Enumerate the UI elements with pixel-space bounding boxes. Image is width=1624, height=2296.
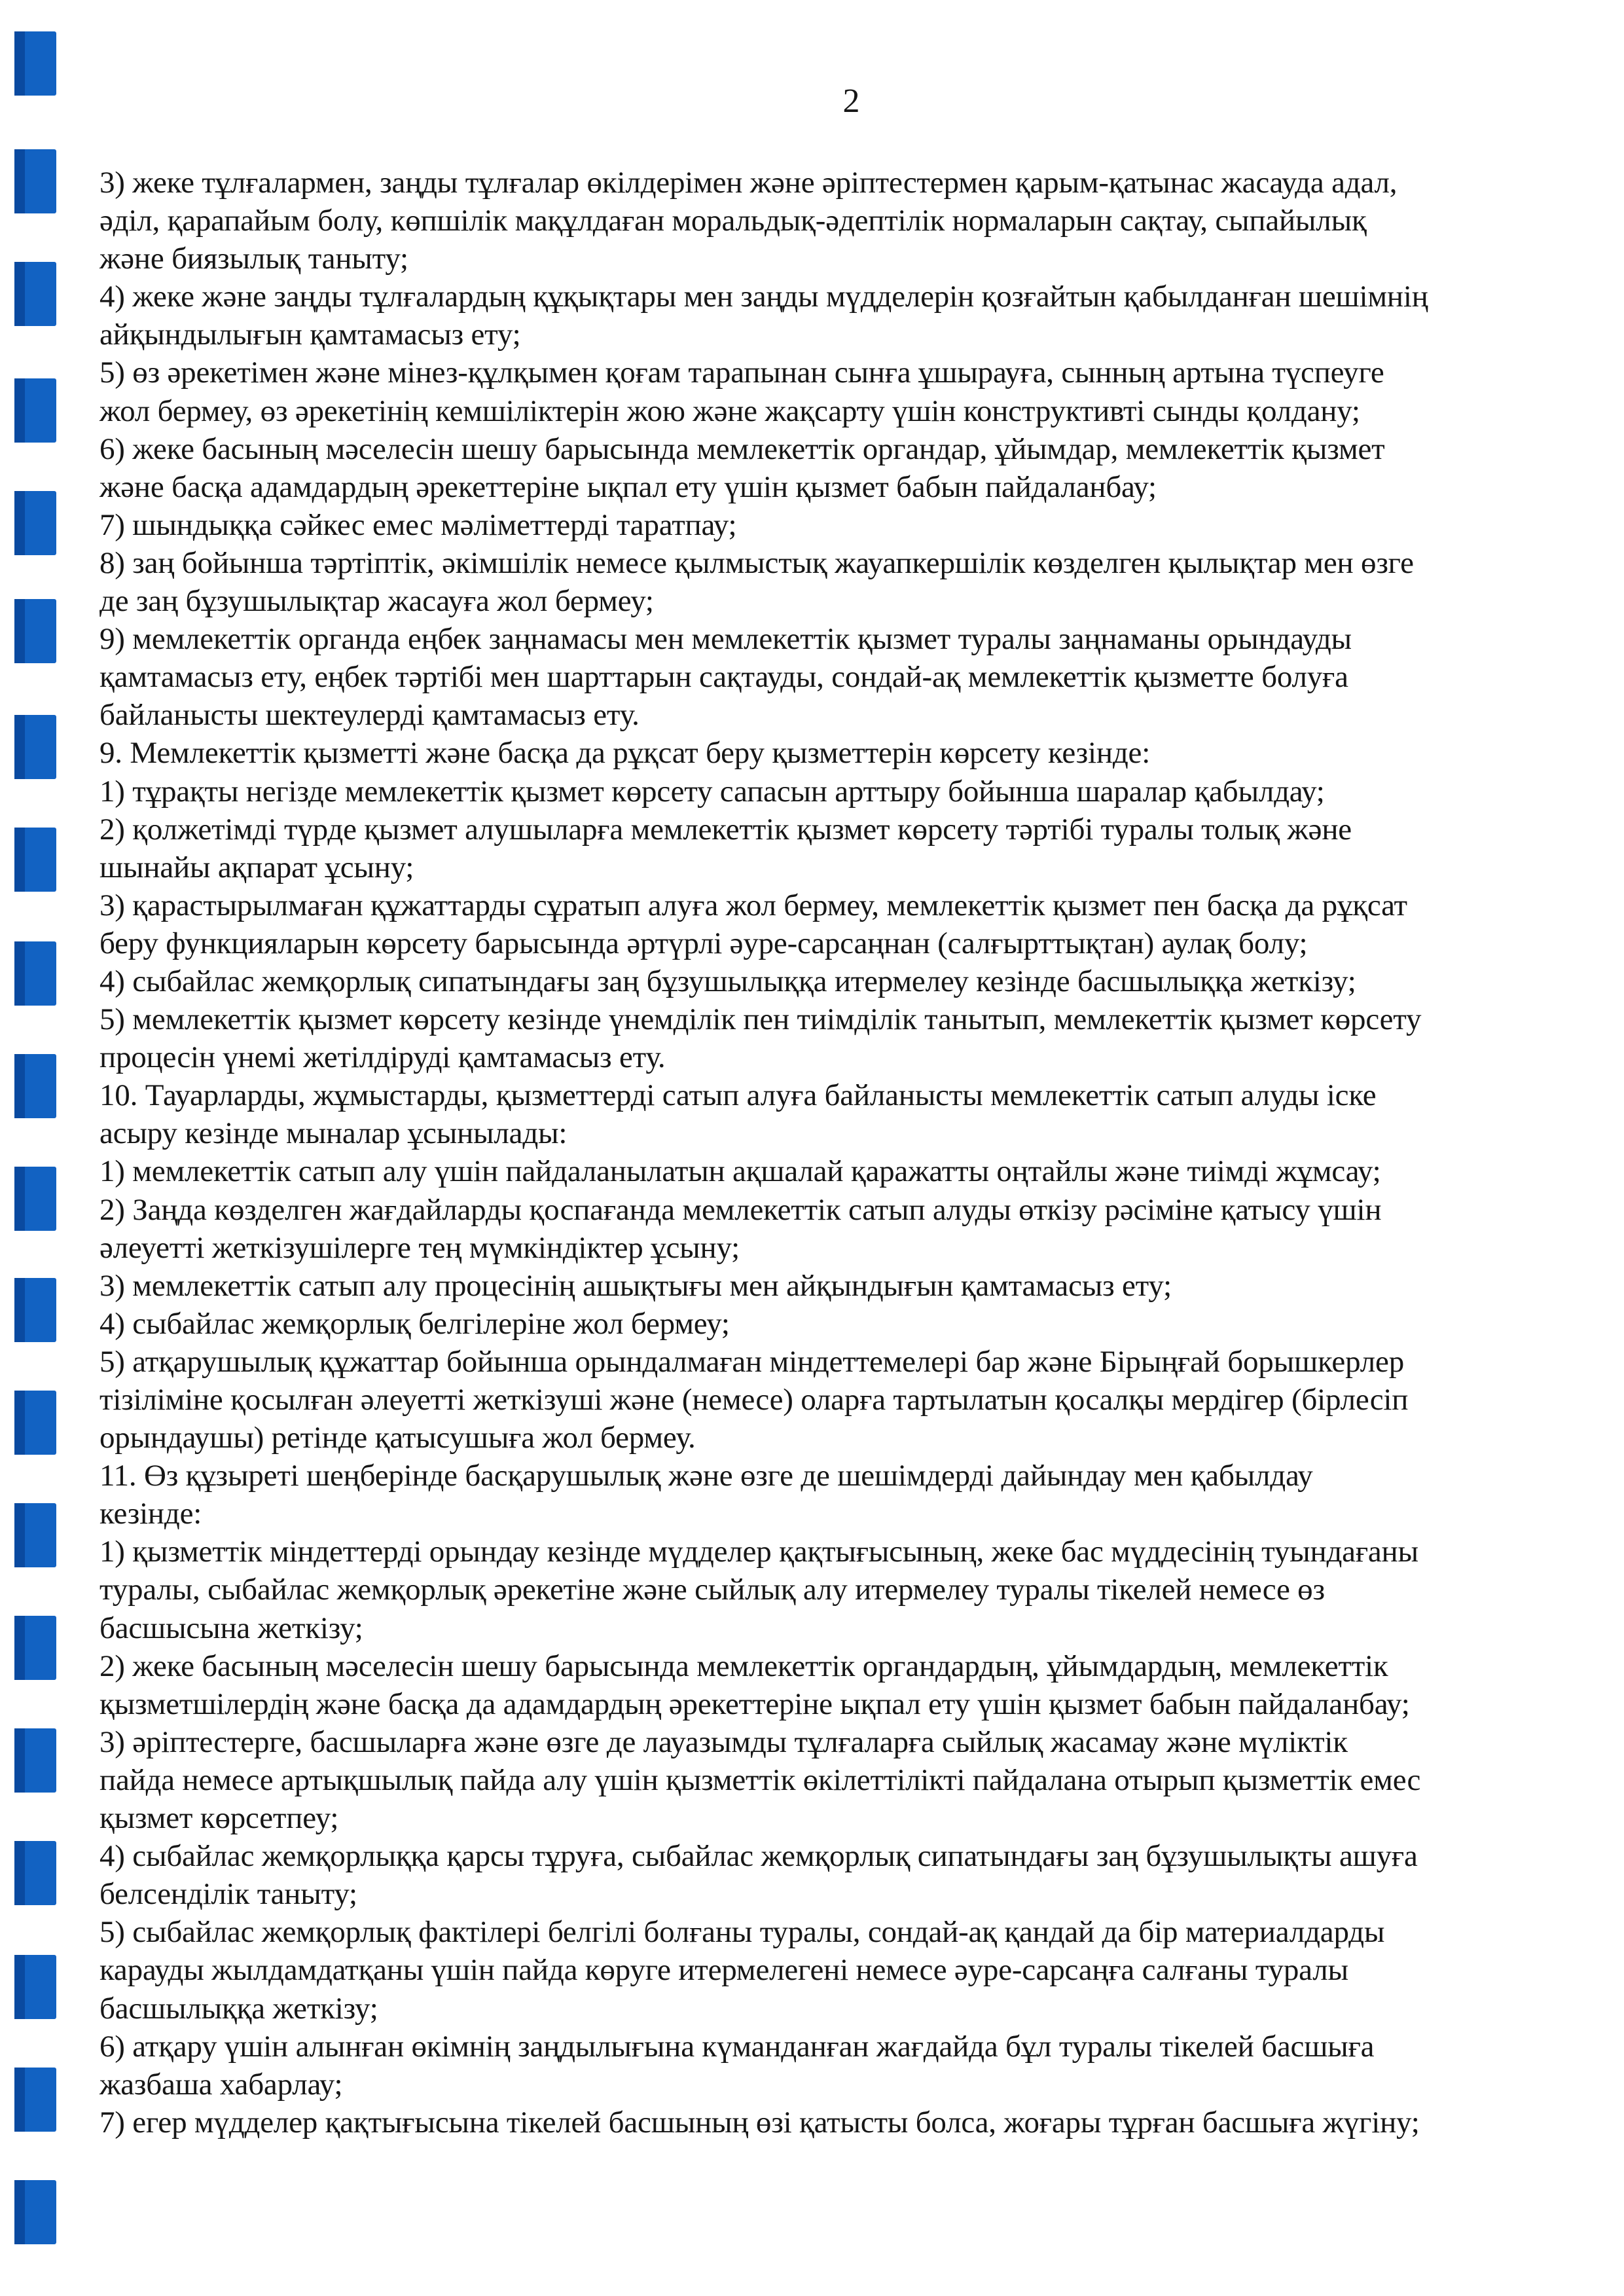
text-line: процесін үнемі жетілдіруді қамтамасыз ету. (99, 1040, 666, 1075)
document-body (99, 164, 1547, 2141)
binding-tab (14, 1167, 56, 1231)
text-line: тізіліміне қосылған әлеуетті жеткізуші және (немесе) оларға тартылатын қосалқы мердігер (бірлесіп (99, 1383, 1409, 1417)
text-line: 8) заң бойынша тәртіптік, әкімшілік немесе қылмыстық жауапкершілік көзделген қылықтар мен өзге (99, 545, 1414, 580)
text-line: кезінде: (99, 1497, 202, 1531)
text-line: айқындылығын қамтамасыз ету; (99, 318, 521, 352)
text-line: басшысына жеткізу; (99, 1611, 363, 1645)
text-line: 1) тұрақты негізде мемлекеттік қызмет көрсету сапасын арттыру бойынша шаралар қабылдау; (99, 774, 1325, 809)
text-line: 9. Мемлекеттік қызметті және басқа да рұқсат беру қызметтерін көрсету кезінде: (99, 736, 1151, 771)
text-line: 4) сыбайлас жемқорлық белгілеріне жол бермеу; (99, 1306, 730, 1341)
text-line: 4) сыбайлас жемқорлық сипатындағы заң бұзушылыққа итермелеу кезінде басшылыққа жеткізу; (99, 964, 1356, 998)
page-number: 2 (842, 82, 860, 120)
text-line: 5) сыбайлас жемқорлық фактілері белгілі болғаны туралы, сондай-ақ қандай да бір материалдарды (99, 1915, 1385, 1950)
text-line: және басқа адамдардың әрекеттеріне ықпал ету үшін қызмет бабын пайдаланбау; (99, 469, 1157, 504)
binding-tab (14, 491, 56, 555)
text-line: орындаушы) ретінде қатысушыға жол бермеу. (99, 1421, 696, 1455)
binding-tab (14, 378, 56, 443)
text-line: жазбаша хабарлау; (99, 2067, 343, 2102)
text-line: 3) жеке тұлғалармен, заңды тұлғалар өкілдерімен және әріптестермен қарым-қатынас жасауда адал, (99, 166, 1398, 200)
text-line: басшылыққа жеткізу; (99, 1991, 378, 2026)
text-line: шынайы ақпарат ұсыну; (99, 850, 414, 884)
text-line: 3) мемлекеттік сатып алу процесінің ашықтығы мен айқындығын қамтамасыз ету; (99, 1268, 1172, 1303)
text-line: 2) жеке басының мәселесін шешу барысында мемлекеттік органдардың, ұйымдардың, мемлекеттік (99, 1649, 1388, 1683)
text-line: 6) жеке басының мәселесін шешу барысында мемлекеттік органдар, ұйымдар, мемлекеттік қызмет (99, 431, 1385, 466)
text-line: асыру кезінде мыналар ұсынылады: (99, 1116, 568, 1151)
text-line: 5) мемлекеттік қызмет көрсету кезінде үнемділік пен тиімділік танытып, мемлекеттік қызмет көрсету (99, 1002, 1422, 1037)
binding-tab (14, 1728, 56, 1793)
binding-tab (14, 1616, 56, 1680)
text-line: 2) Заңда көзделген жағдайларды қоспағанда мемлекеттік сатып алуды өткізу рәсіміне қатысу үшін (99, 1192, 1382, 1227)
text-line: 1) қызметтік міндеттерді орындау кезінде мүдделер қақтығысының, жеке бас мүддесінің туындағаны (99, 1535, 1418, 1569)
text-line: де заң бұзушылықтар жасауға жол бермеу; (99, 584, 654, 619)
text-line: жол бермеу, өз әрекетінің кемшіліктерін жою және жақсарту үшін конструктивті сынды қолдану; (99, 393, 1360, 428)
text-line: туралы, сыбайлас жемқорлық әрекетіне және сыйлық алу итермелеу туралы тікелей немесе өз (99, 1573, 1325, 1607)
text-line: байланысты шектеулерді қамтамасыз ету. (99, 698, 640, 733)
binding-tab (14, 1955, 56, 2019)
text-line: 7) шындыққа сәйкес емес мәліметтерді таратпау; (99, 507, 737, 542)
text-line: пайда немесе артықшылық пайда алу үшін қызметтік өкілеттілікті пайдалана отырып қызметтік емес (99, 1762, 1421, 1797)
text-line: 10. Тауарларды, жұмыстарды, қызметтерді сатып алуға байланысты мемлекеттік сатып алуды іске (99, 1078, 1377, 1113)
binding-tab (14, 1391, 56, 1455)
text-line: және биязылық таныту; (99, 242, 408, 276)
text-line: белсенділік таныту; (99, 1877, 357, 1912)
text-line: қызметшілердің және басқа да адамдардың әрекеттеріне ықпал ету үшін қызмет бабын пайдаланбау; (99, 1686, 1410, 1721)
binding-tab (14, 1841, 56, 1905)
text-line: 2) қолжетімді түрде қызмет алушыларға мемлекеттік қызмет көрсету тәртібі туралы толық және (99, 812, 1352, 847)
text-line: 7) егер мүдделер қақтығысына тікелей басшының өзі қатысты болса, жоғары тұрған басшыға жүгіну; (99, 2105, 1420, 2140)
binding-tab (14, 1054, 56, 1118)
text-line: 3) әріптестерге, басшыларға және өзге де лауазымды тұлғаларға сыйлық жасамау және мүліктік (99, 1724, 1348, 1759)
text-line: беру функцияларын көрсету барысында әртүрлі әуре-сарсаңнан (салғырттықтан) аулақ болу; (99, 926, 1308, 960)
binding-tab (14, 715, 56, 779)
text-line: 4) сыбайлас жемқорлыққа қарсы тұруға, сыбайлас жемқорлық сипатындағы заң бұзушылықты ашуға (99, 1839, 1418, 1874)
text-line: әділ, қарапайым болу, көпшілік мақұлдаған моральдық-әдептілік нормаларын сақтау, сыпайылық (99, 204, 1367, 238)
text-line: 4) жеке және заңды тұлғалардың құқықтары мен заңды мүдделерін қозғайтын қабылданған шешімнің (99, 280, 1428, 314)
text-line: 11. Өз құзыреті шеңберінде басқарушылық және өзге де шешімдерді дайындау мен қабылдау (99, 1459, 1313, 1493)
text-line: 5) атқарушылық құжаттар бойынша орындалмаған міндеттемелері бар және Бірыңғай борышкерлер (99, 1344, 1404, 1379)
binding-tab (14, 941, 56, 1006)
text-line: 6) атқару үшін алынған өкімнің заңдылығына күманданған жағдайда бұл туралы тікелей басшыға (99, 2029, 1375, 2064)
binding-tab (14, 149, 56, 213)
text-line: 9) мемлекеттік органда еңбек заңнамасы мен мемлекеттік қызмет туралы заңнаманы орындауды (99, 622, 1352, 657)
text-line: қамтамасыз ету, еңбек тәртібі мен шарттарын сақтауды, сондай-ақ мемлекеттік қызметте болуға (99, 660, 1348, 695)
binding-tab (14, 1503, 56, 1567)
binding-tab (14, 262, 56, 326)
binding-tab (14, 828, 56, 892)
binding-tab (14, 2180, 56, 2244)
text-line: карауды жылдамдатқаны үшін пайда көруге итермелегені немесе әуре-сарсаңға салғаны туралы (99, 1953, 1348, 1988)
binding-tab (14, 1278, 56, 1342)
text-line: қызмет көрсетпеу; (99, 1801, 339, 1836)
binding-tab (14, 2068, 56, 2132)
text-line: әлеуетті жеткізушілерге тең мүмкіндіктер ұсыну; (99, 1230, 740, 1265)
text-line: 1) мемлекеттік сатып алу үшін пайдаланылатын ақшалай қаражатты оңтайлы және тиімді жұмсау; (99, 1154, 1381, 1189)
binding-tab (14, 599, 56, 663)
text-line: 5) өз әрекетімен және мінез-құлқымен қоғам тарапынан сынға ұшырауға, сынның артына түспеуге (99, 355, 1384, 390)
text-line: 3) қарастырылмаған құжаттарды сұратып алуға жол бермеу, мемлекеттік қызмет пен басқа да рұқсат (99, 888, 1407, 922)
spiral-binding (0, 0, 72, 2296)
